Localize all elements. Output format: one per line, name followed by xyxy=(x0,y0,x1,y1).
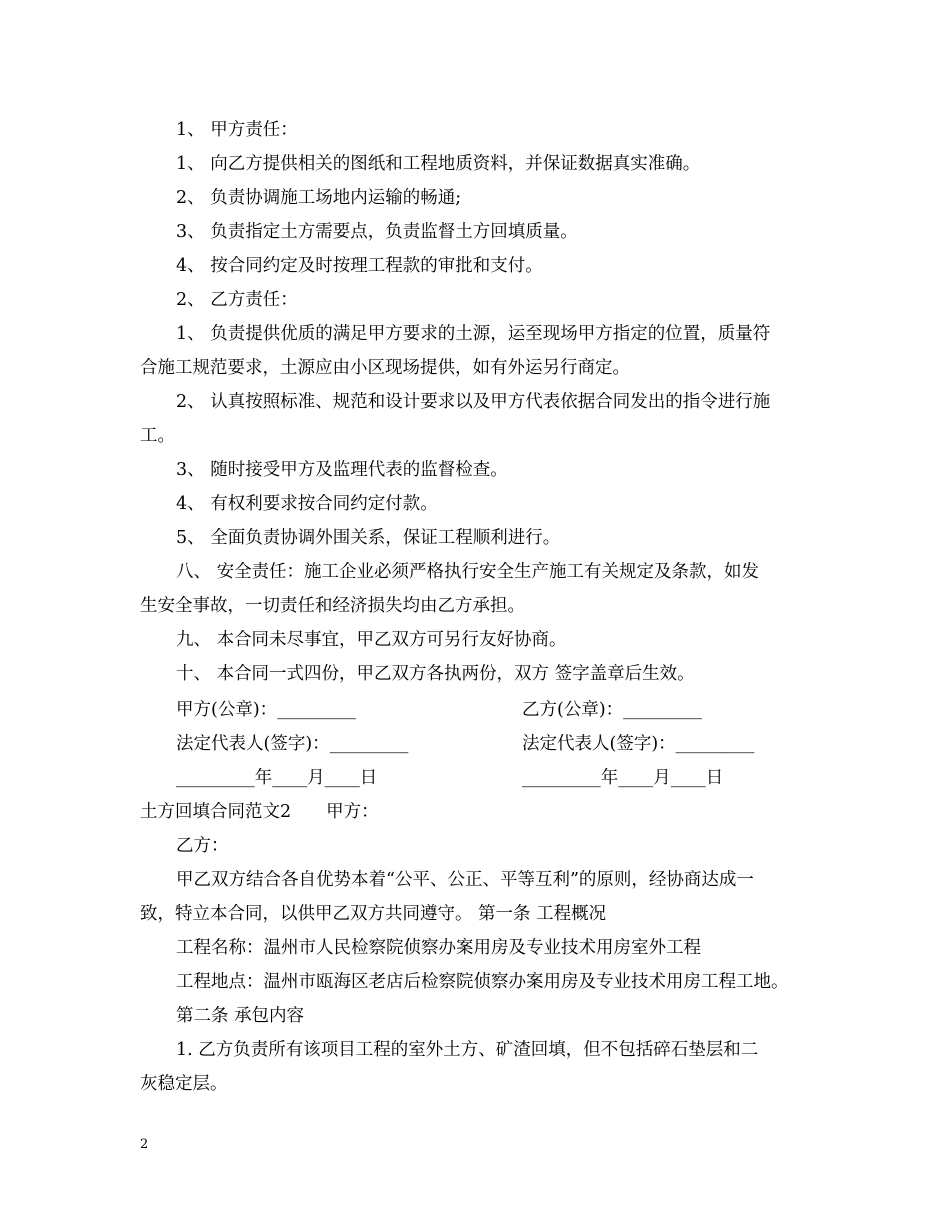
clause-item: 4、 按合同约定及时按理工程款的审批和支付。 xyxy=(176,256,543,276)
article-ten: 十、 本合同一式四份，甲乙双方各执两份，双方 签字盖章后生效。 xyxy=(176,664,695,684)
preamble: 甲乙双方结合各自优势本着“公平、公正、平等互利”的原则，经协商达成一 xyxy=(176,870,754,890)
clause-item: 1、 向乙方提供相关的图纸和工程地质资料，并保证数据真实准确。 xyxy=(176,154,701,174)
party-a-seal: 甲方(公章)：_________ xyxy=(176,700,356,720)
sample-title: 土方回填合同范文2 甲方： xyxy=(140,802,379,822)
clause-item: 1、 负责提供优质的满足甲方要求的土源，运至现场甲方指定的位置，质量符 xyxy=(176,324,771,344)
article-two-heading: 第二条 承包内容 xyxy=(176,1006,305,1026)
project-location: 工程地点：温州市瓯海区老店后检察院侦察办案用房及专业技术用房工程工地。 xyxy=(176,972,789,992)
clause-heading: 1、 甲方责任： xyxy=(176,120,298,140)
clause-item-continuation: 工。 xyxy=(140,426,175,446)
clause-item: 2、 负责协调施工场地内运输的畅通; xyxy=(176,188,462,208)
article-nine: 九、 本合同未尽事宜，甲乙双方可另行友好协商。 xyxy=(176,630,567,650)
party-b-date: _________年____月____日 xyxy=(522,768,724,788)
scope-item-continuation: 灰稳定层。 xyxy=(140,1074,228,1094)
party-a-date: _________年____月____日 xyxy=(176,768,378,788)
party-b-label: 乙方： xyxy=(176,836,229,856)
clause-heading: 2、 乙方责任： xyxy=(176,290,298,310)
article-eight: 八、 安全责任：施工企业必须严格执行安全生产施工有关规定及条款，如发 xyxy=(176,562,760,582)
party-b-representative: 法定代表人(签字)：_________ xyxy=(522,734,755,754)
page-number: 2 xyxy=(140,1137,149,1152)
clause-item: 2、 认真按照标准、规范和设计要求以及甲方代表依据合同发出的指令进行施 xyxy=(176,392,771,412)
scope-item: 1. 乙方负责所有该项目工程的室外土方、矿渣回填，但不包括碎石垫层和二 xyxy=(176,1040,759,1060)
project-name: 工程名称：温州市人民检察院侦察办案用房及专业技术用房室外工程 xyxy=(176,938,701,958)
clause-item: 3、 随时接受甲方及监理代表的监督检查。 xyxy=(176,460,508,480)
preamble-continuation: 致，特立本合同，以供甲乙双方共同遵守。 第一条 工程概况 xyxy=(140,904,607,924)
article-eight-continuation: 生安全事故，一切责任和经济损失均由乙方承担。 xyxy=(140,596,525,616)
party-b-seal: 乙方(公章)：_________ xyxy=(522,700,702,720)
party-a-representative: 法定代表人(签字)：_________ xyxy=(176,734,409,754)
clause-item: 4、 有权利要求按合同约定付款。 xyxy=(176,494,438,514)
clause-item: 3、 负责指定土方需要点，负责监督土方回填质量。 xyxy=(176,222,578,242)
clause-item: 5、 全面负责协调外围关系，保证工程顺利进行。 xyxy=(176,528,561,548)
clause-item-continuation: 合施工规范要求，土源应由小区现场提供，如有外运另行商定。 xyxy=(140,358,630,378)
